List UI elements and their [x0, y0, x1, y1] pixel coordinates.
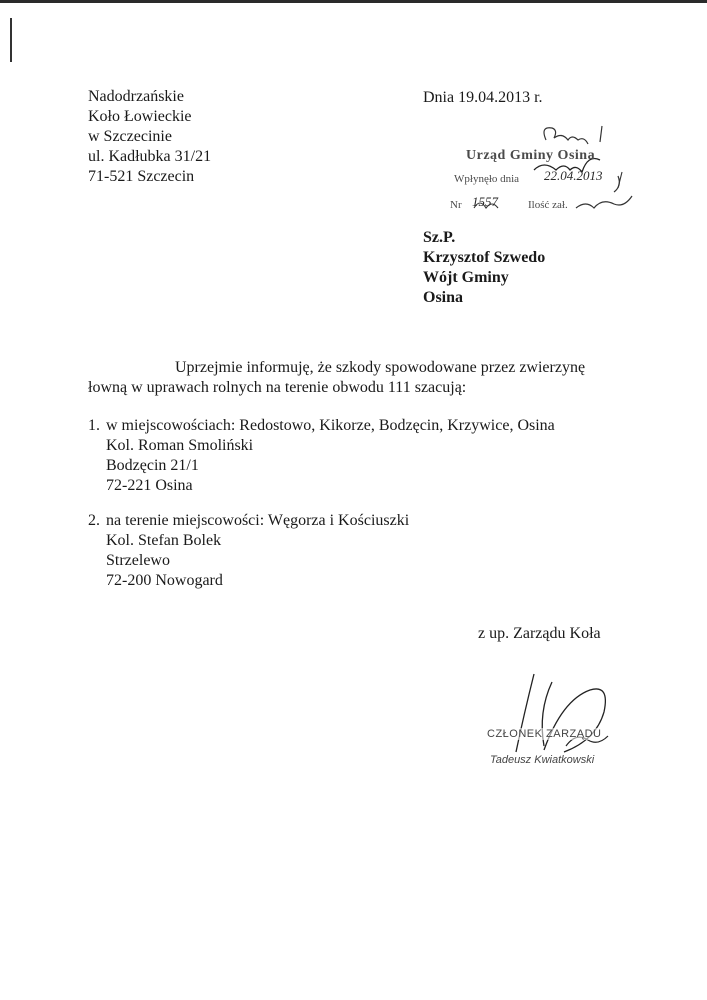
recipient-address	[423, 228, 545, 308]
list-item-number: 1.	[88, 417, 100, 434]
sender-line: Koło Łowieckie	[88, 108, 192, 125]
recipient-line: Osina	[423, 289, 464, 306]
list-item	[106, 416, 555, 496]
stamp-received-date: 22.04.2013	[544, 168, 603, 183]
recipient-line: Sz.P.	[423, 229, 456, 246]
recipient-line: Wójt Gminy	[423, 269, 509, 286]
scan-edge	[0, 0, 707, 3]
sender-address	[88, 87, 211, 187]
list-item-contact: 72-200 Nowogard	[106, 572, 223, 589]
body-line: Uprzejmie informuję, że szkody spowodowane przez zwierzynę	[175, 359, 586, 376]
list-item-contact: Kol. Stefan Bolek	[106, 532, 222, 549]
stamp-number-value: 1557	[472, 194, 498, 209]
stamp-number-label: Nr	[450, 199, 462, 211]
scan-mark	[10, 18, 12, 62]
stamp-received-label: Wpłynęło dnia	[454, 173, 520, 185]
list-item-text: na terenie miejscowości: Węgorza i Kościuszki	[106, 512, 410, 529]
closing-text: z up. Zarządu Koła	[478, 625, 601, 642]
list-item-number: 2.	[88, 512, 100, 529]
signature-title: CZŁONEK ZARZĄDU	[487, 728, 602, 740]
sender-line: w Szczecinie	[88, 128, 172, 145]
registry-stamp	[448, 118, 643, 218]
body-line: łowną w uprawach rolnych na terenie obwodu 111 szacują:	[88, 379, 467, 396]
sender-line: 71-521 Szczecin	[88, 168, 195, 185]
recipient-line: Krzysztof Szwedo	[423, 249, 546, 266]
stamp-office: Urząd Gminy Osina	[466, 148, 596, 163]
list-item-text: w miejscowościach: Redostowo, Kikorze, Bodzęcin, Krzywice, Osina	[106, 417, 555, 434]
sender-line: Nadodrzańskie	[88, 88, 184, 105]
list-item-contact: Kol. Roman Smoliński	[106, 437, 254, 454]
sender-line: ul. Kadłubka 31/21	[88, 148, 212, 165]
list-item-contact: Strzelewo	[106, 552, 170, 569]
list-item-contact: Bodzęcin 21/1	[106, 457, 199, 474]
handwritten-signature	[470, 668, 630, 768]
signature-name: Tadeusz Kwiatkowski	[490, 754, 595, 766]
stamp-count-label: Ilość zał.	[528, 199, 568, 211]
list-item	[106, 511, 409, 591]
letter-date: Dnia 19.04.2013 r.	[423, 89, 543, 106]
signature-block	[470, 668, 630, 778]
list-item-contact: 72-221 Osina	[106, 477, 193, 494]
